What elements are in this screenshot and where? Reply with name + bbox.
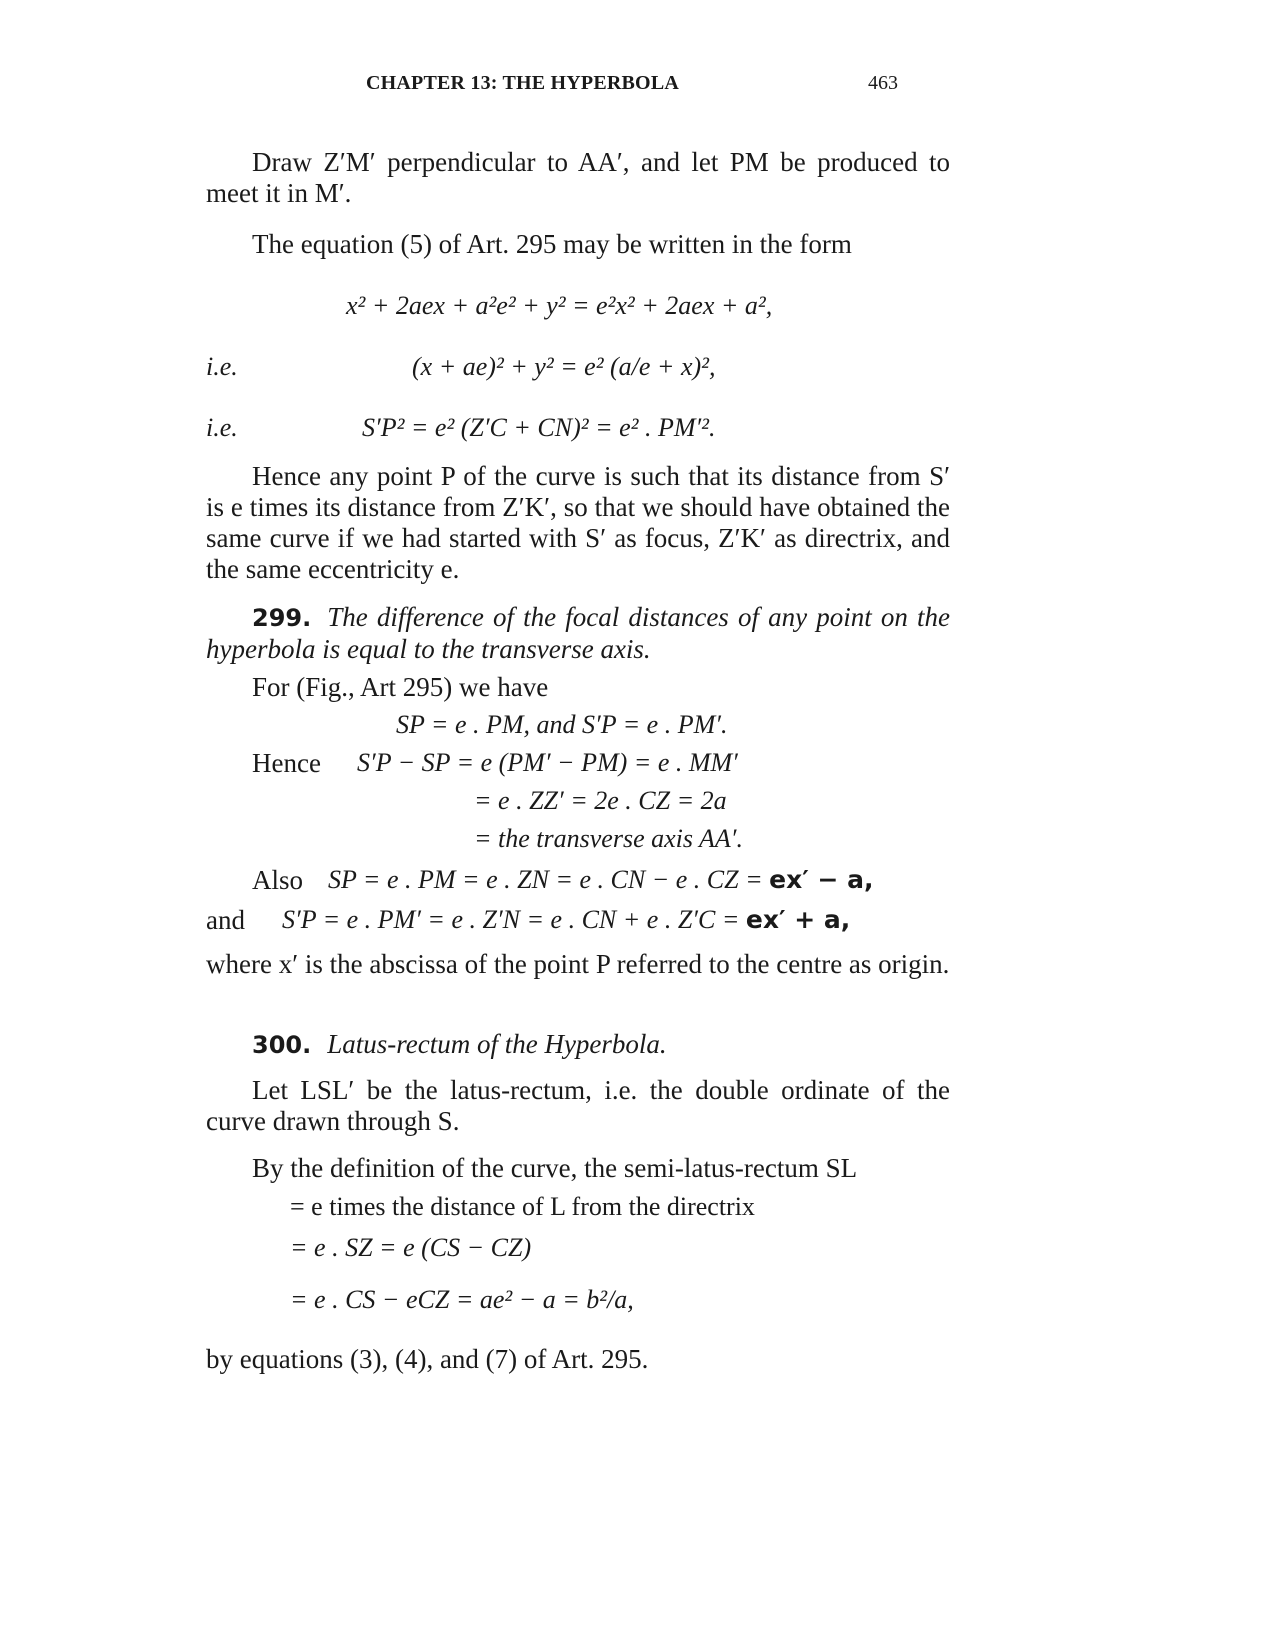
paragraph-abscissa: where x′ is the abscissa of the point P referred to the centre as origin.: [206, 949, 950, 979]
equation-sp-value: [328, 865, 874, 895]
article-299: [206, 602, 950, 665]
equation-s-prime-p-lhs: S′P = e . PM′ = e . Z′N = e . CN + e . Z′C =: [282, 905, 740, 934]
paragraph-hence: Hence any point P of the curve is such that its distance from S′ is e times its distance from Z′K′, so that we should have obtained the same curve if we had started with S′ as focus, Z′K′ as directrix, and the same eccentricity e.: [206, 461, 950, 584]
equation-semi-latus: = e . CS − eCZ = ae² − a = b²/a,: [290, 1285, 634, 1314]
equation-s-prime-p-result: ex′ + a,: [745, 905, 851, 934]
article-number: 299.: [252, 604, 312, 632]
paragraph-definition: By the definition of the curve, the semi-latus-rectum SL: [252, 1153, 858, 1183]
equation-sp-result: ex′ − a,: [769, 865, 874, 894]
equation-sp-lhs: SP = e . PM = e . ZN = e . CN − e . CZ =: [328, 865, 763, 894]
page-header: [0, 72, 1275, 102]
page-number: 463: [868, 72, 898, 94]
article-title: The difference of the focal distances of any point on the hyperbola is equal to the transverse axis.: [206, 602, 950, 664]
also-label: Also: [252, 865, 304, 895]
equation-sp: SP = e . PM, and S′P = e . PM′.: [396, 710, 728, 739]
article-300: [252, 1029, 667, 1060]
equation-completed-square: (x + ae)² + y² = e² (a/e + x)²,: [412, 352, 716, 381]
hence-label: Hence: [252, 748, 321, 778]
paragraph-latus-rectum: Let LSL′ be the latus-rectum, i.e. the double ordinate of the curve drawn through S.: [206, 1075, 950, 1136]
equation-expanded: x² + 2aex + a²e² + y² = e²x² + 2aex + a²,: [346, 291, 773, 320]
paragraph-draw: Draw Z′M′ perpendicular to AA′, and let PM be produced to meet it in M′.: [206, 147, 950, 208]
equation-s-prime-p-value: [282, 905, 850, 935]
equation-zz: = e . ZZ′ = 2e . CZ = 2a: [474, 786, 727, 815]
equation-difference: S′P − SP = e (PM′ − PM) = e . MM′: [357, 748, 738, 777]
equation-e-times: = e times the distance of L from the directrix: [290, 1192, 755, 1221]
article-number: 300.: [252, 1031, 312, 1059]
chapter-title: CHAPTER 13: THE HYPERBOLA: [366, 72, 679, 94]
for-line: For (Fig., Art 295) we have: [252, 672, 549, 702]
paragraph-by-equations: by equations (3), (4), and (7) of Art. 295.: [206, 1344, 649, 1374]
article-title: Latus-rectum of the Hyperbola.: [327, 1029, 667, 1059]
ie-label-1: i.e.: [206, 352, 238, 381]
paragraph-equation-intro: The equation (5) of Art. 295 may be written in the form: [252, 229, 852, 259]
and-label: and: [206, 905, 245, 935]
ie-label-2: i.e.: [206, 413, 238, 442]
equation-e-sz: = e . SZ = e (CS − CZ): [290, 1233, 532, 1262]
equation-focal-distance: S′P² = e² (Z′C + CN)² = e² . PM′².: [362, 413, 716, 442]
equation-transverse-axis: = the transverse axis AA′.: [474, 824, 743, 853]
